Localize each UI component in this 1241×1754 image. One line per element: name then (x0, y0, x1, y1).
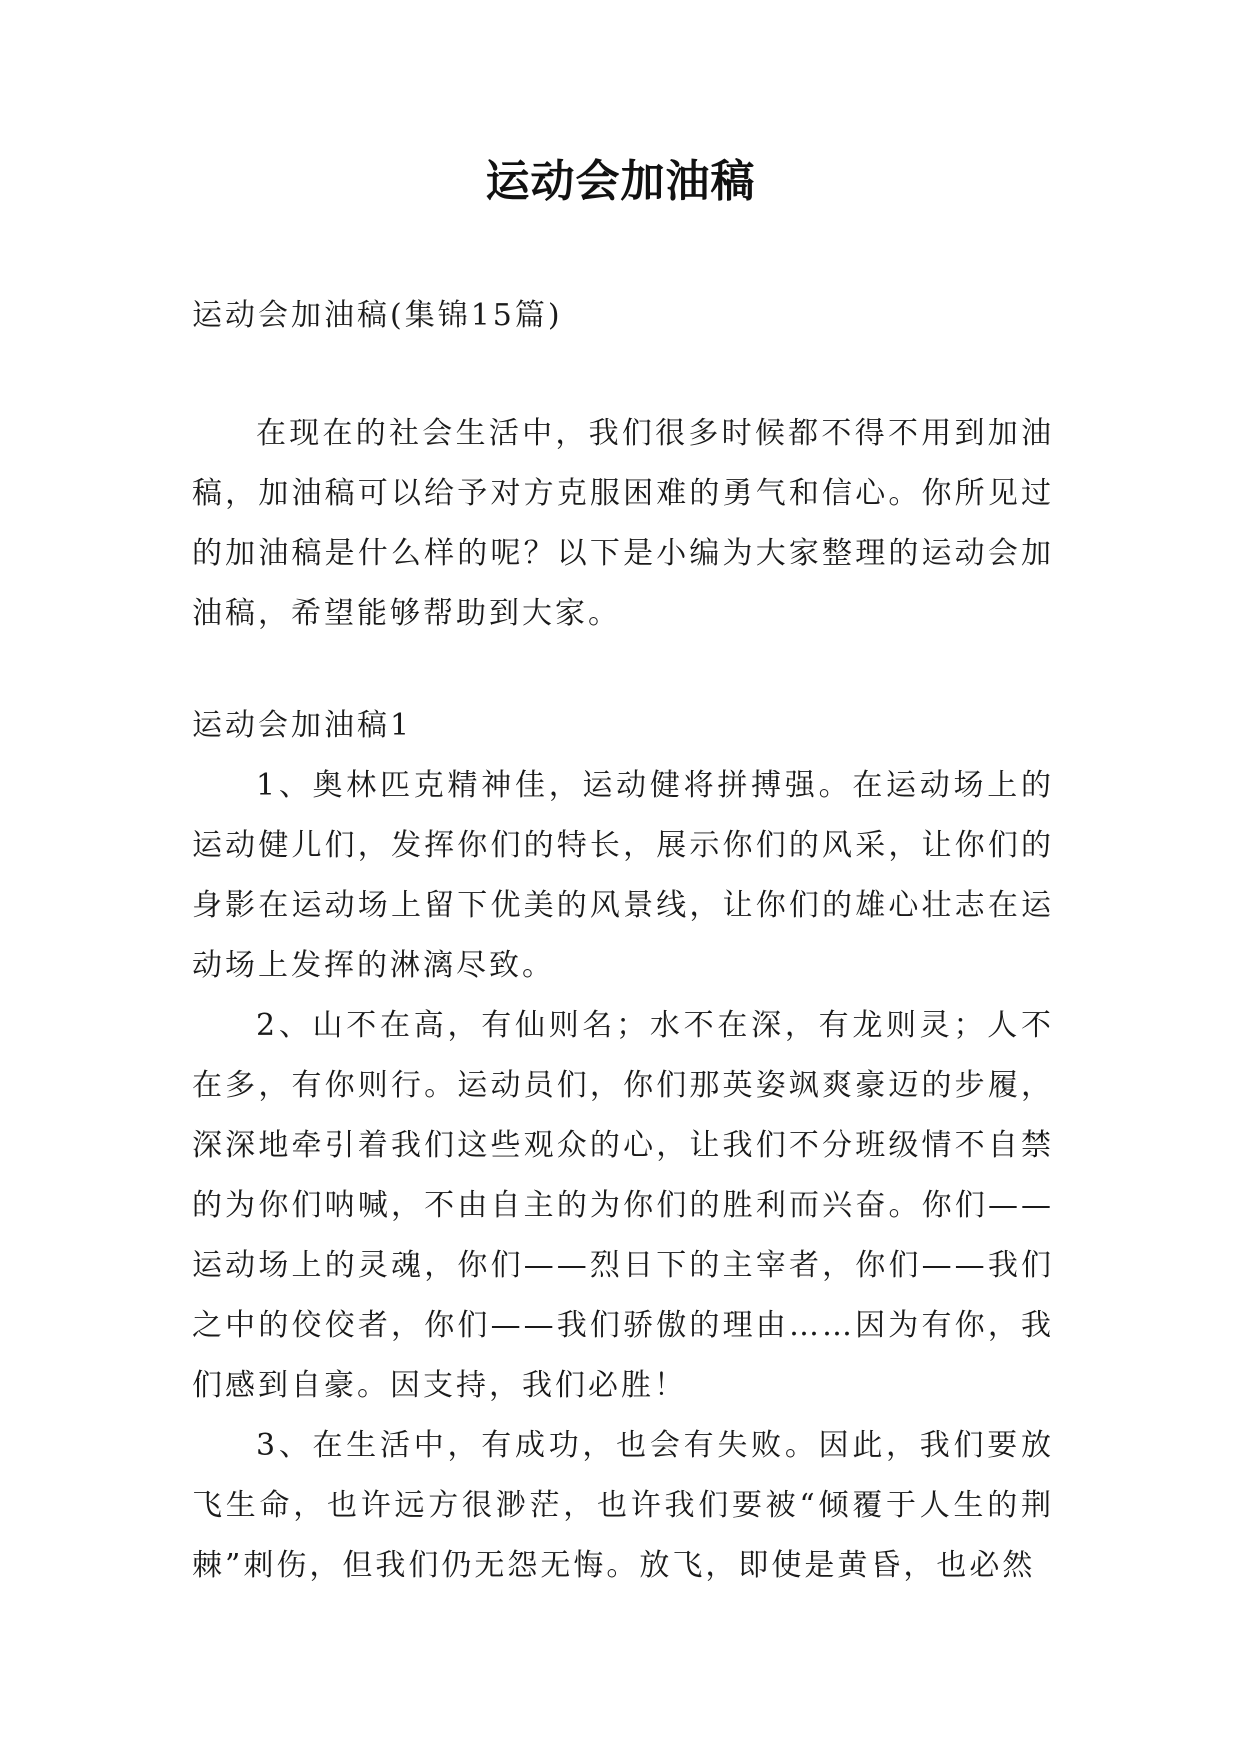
cheer-item-2: 2、山不在高，有仙则名；水不在深，有龙则灵；人不在多，有你则行。运动员们，你们那英姿飒爽豪迈的步履，深深地牵引着我们这些观众的心，让我们不分班级情不自禁的为你们呐喊，不由自主的为你们的胜利而兴奋。你们——运动场上的灵魂，你们——烈日下的主宰者，你们——我们之中的佼佼者，你们——我们骄傲的理由……因为有你，我们感到自豪。因支持，我们必胜！ (192, 1008, 1054, 1403)
cheer-list (192, 756, 1054, 1596)
cheer-item-1: 1、奥林匹克精神佳，运动健将拼搏强。在运动场上的运动健儿们，发挥你们的特长，展示你们的风采，让你们的身影在运动场上留下优美的风景线，让你们的雄心壮志在运动场上发挥的淋漓尽致。 (192, 768, 1054, 983)
intro-paragraph: 在现在的社会生活中，我们很多时候都不得不用到加油稿，加油稿可以给予对方克服困难的勇气和信心。你所见过的加油稿是什么样的呢？以下是小编为大家整理的运动会加油稿，希望能够帮助到大家。 (192, 416, 1054, 631)
document-title: 运动会加油稿 (485, 156, 756, 207)
cheer-item-3: 3、在生活中，有成功，也会有失败。因此，我们要放飞生命，也许远方很渺茫，也许我们要被“倾覆于人生的荆棘”刺伤，但我们仍无怨无悔。放飞，即使是黄昏，也必然 (192, 1428, 1054, 1583)
document-subtitle: 运动会加油稿(集锦15篇) (192, 298, 563, 333)
section-heading: 运动会加油稿1 (192, 708, 413, 743)
